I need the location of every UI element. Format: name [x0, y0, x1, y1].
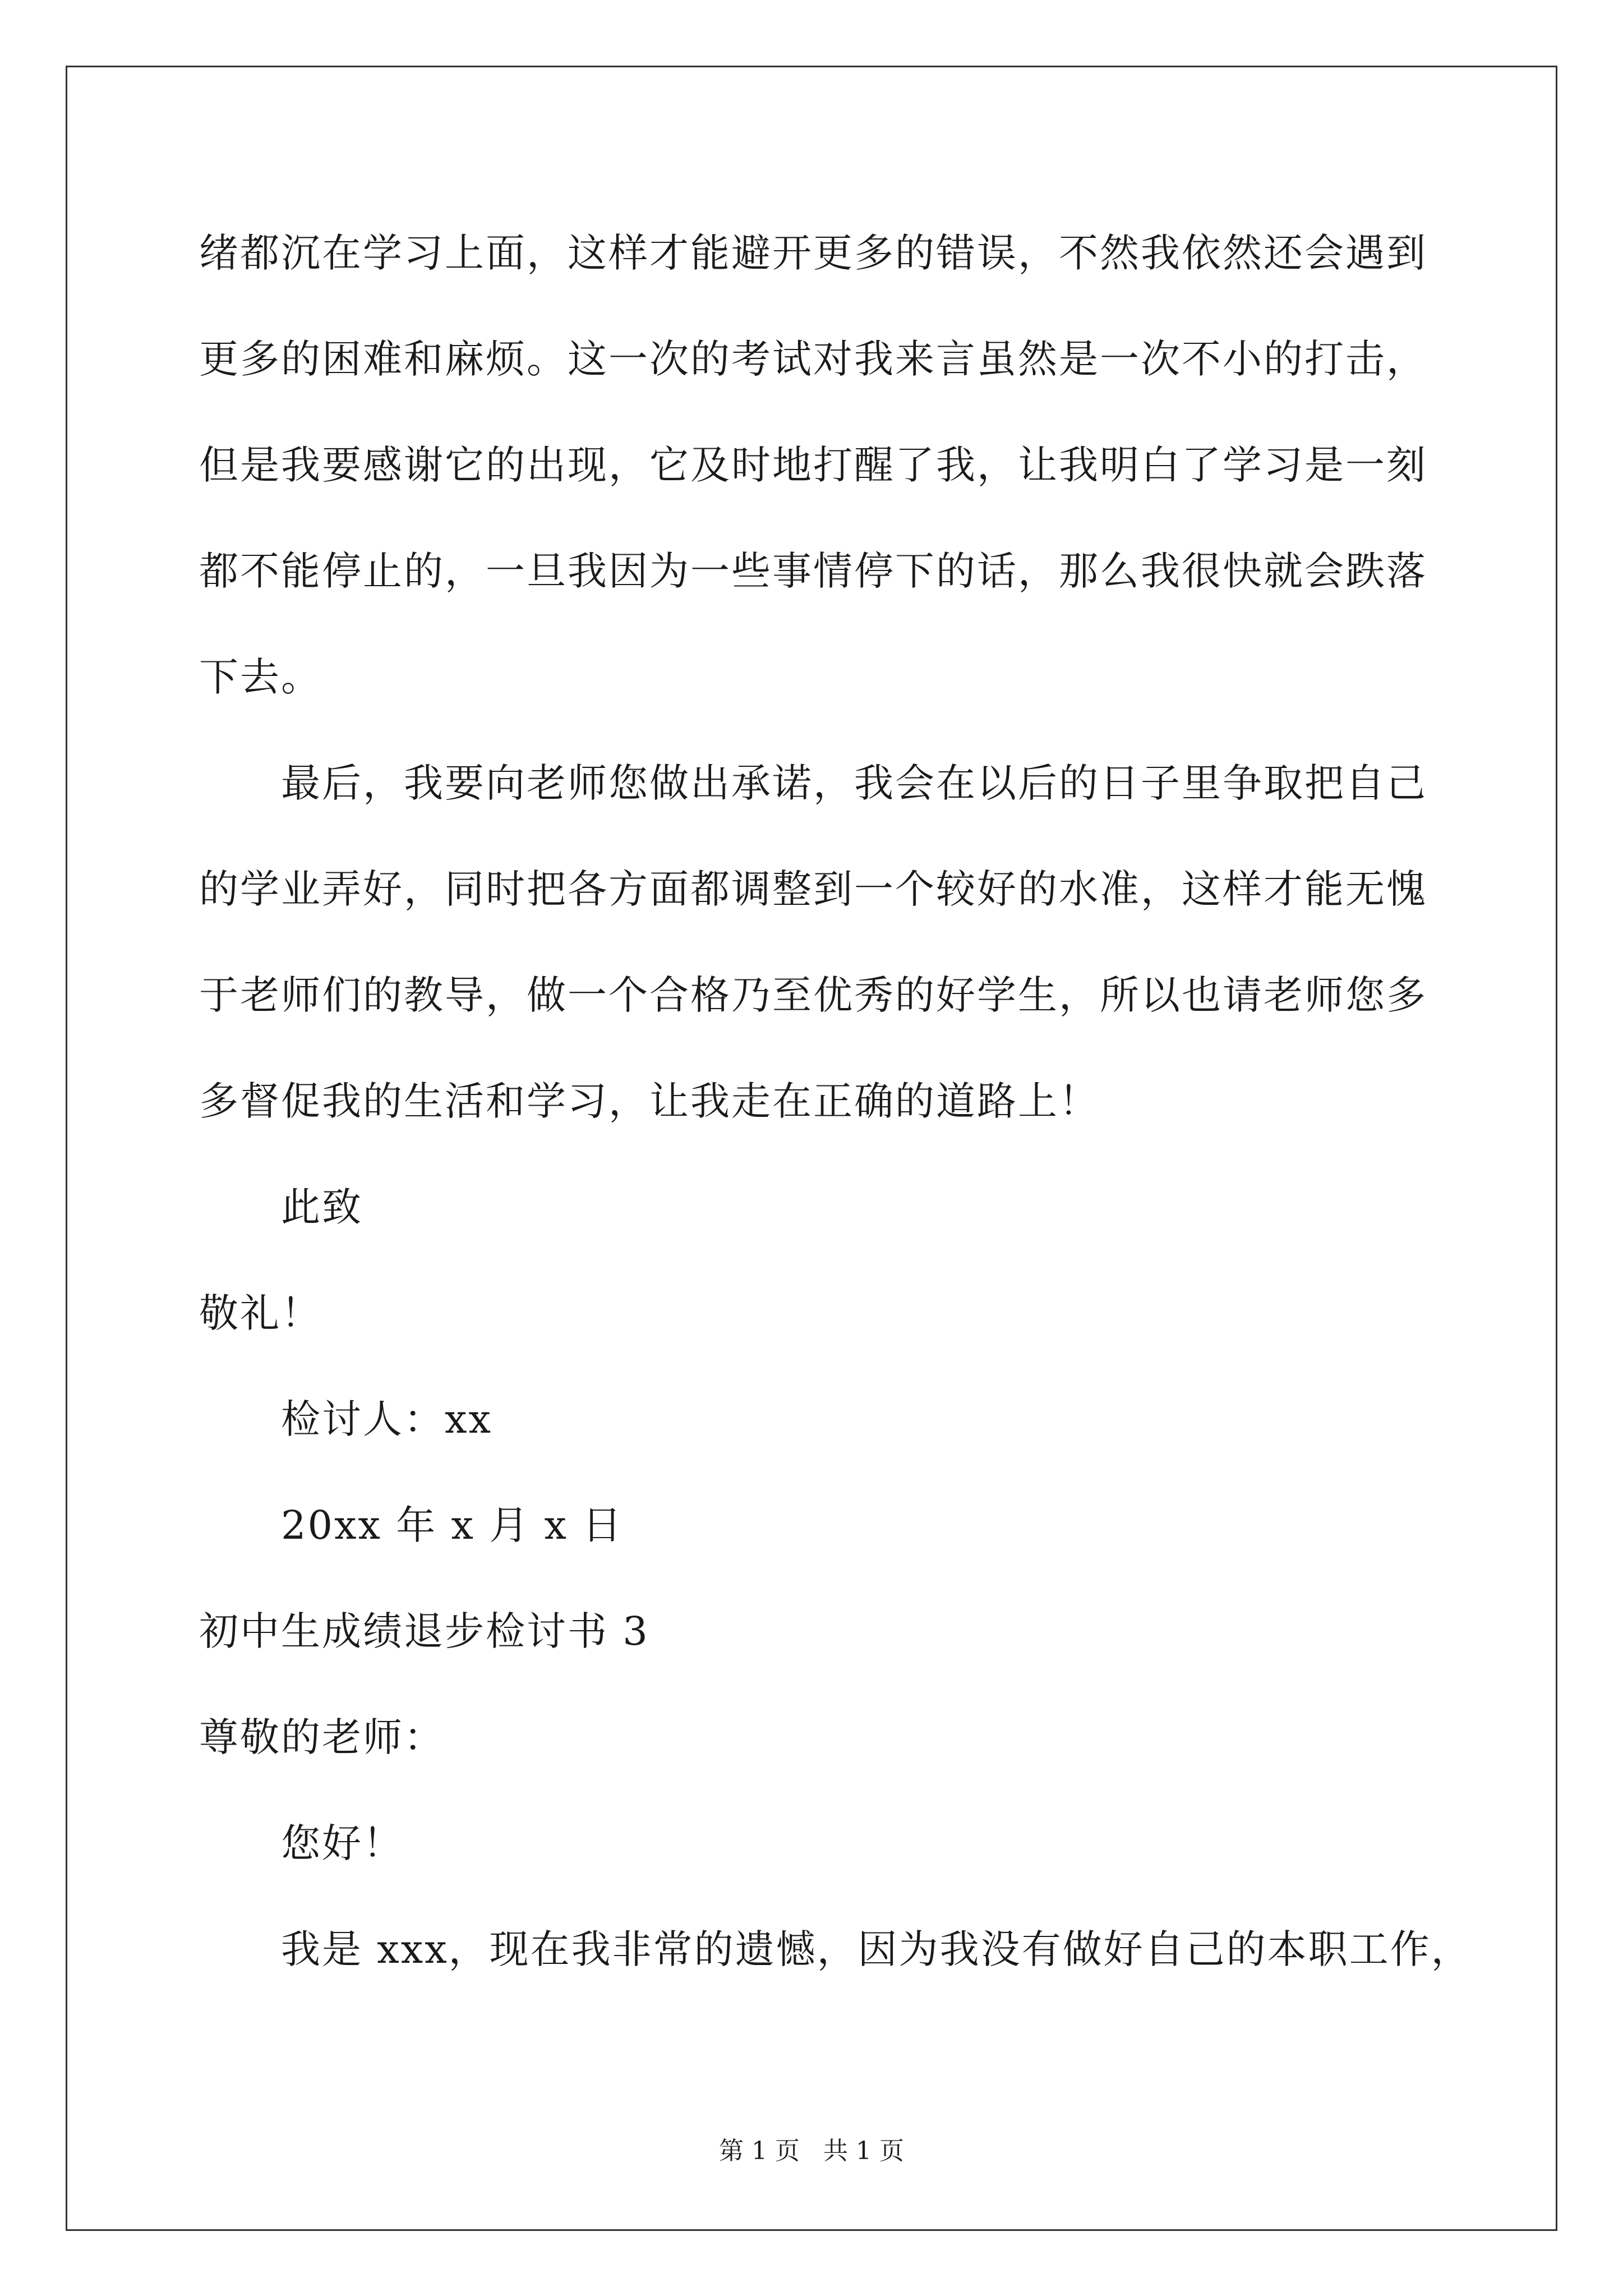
text-line-7: 的学业弄好，同时把各方面都调整到一个较好的水准，这样才能无愧: [199, 866, 1427, 912]
letter-addressee: 尊敬的老师：: [199, 1714, 445, 1760]
signature-author: 检讨人：xx: [281, 1396, 492, 1442]
text-line-8: 于老师们的教导，做一个合格乃至优秀的好学生，所以也请老师您多: [199, 972, 1427, 1018]
signature-date: 20xx 年 x 月 x 日: [281, 1502, 624, 1548]
text-line-17: 我是 xxx，现在我非常的遗憾，因为我没有做好自己的本职工作，: [281, 1926, 1472, 1972]
letter-greeting: 您好！: [281, 1820, 404, 1866]
text-line-1: 绪都沉在学习上面，这样才能避开更多的错误，不然我依然还会遇到: [199, 230, 1427, 276]
text-line-3: 但是我要感谢它的出现，它及时地打醒了我，让我明白了学习是一刻: [199, 442, 1427, 488]
section-title: 初中生成绩退步检讨书 3: [199, 1608, 649, 1654]
page-number-footer: 第 1 页 共 1 页: [719, 2137, 904, 2165]
text-line-2: 更多的困难和麻烦。这一次的考试对我来言虽然是一次不小的打击，: [199, 336, 1427, 382]
text-line-4: 都不能停止的，一旦我因为一些事情停下的话，那么我很快就会跌落: [199, 548, 1427, 594]
document-body: [199, 223, 1472, 2026]
text-line-6: 最后，我要向老师您做出承诺，我会在以后的日子里争取把自己: [281, 760, 1427, 806]
salutation-closing: 此致: [281, 1184, 363, 1230]
salutation-regards: 敬礼！: [199, 1290, 322, 1336]
text-line-5: 下去。: [199, 654, 322, 700]
text-line-9: 多督促我的生活和学习，让我走在正确的道路上！: [199, 1078, 1100, 1124]
